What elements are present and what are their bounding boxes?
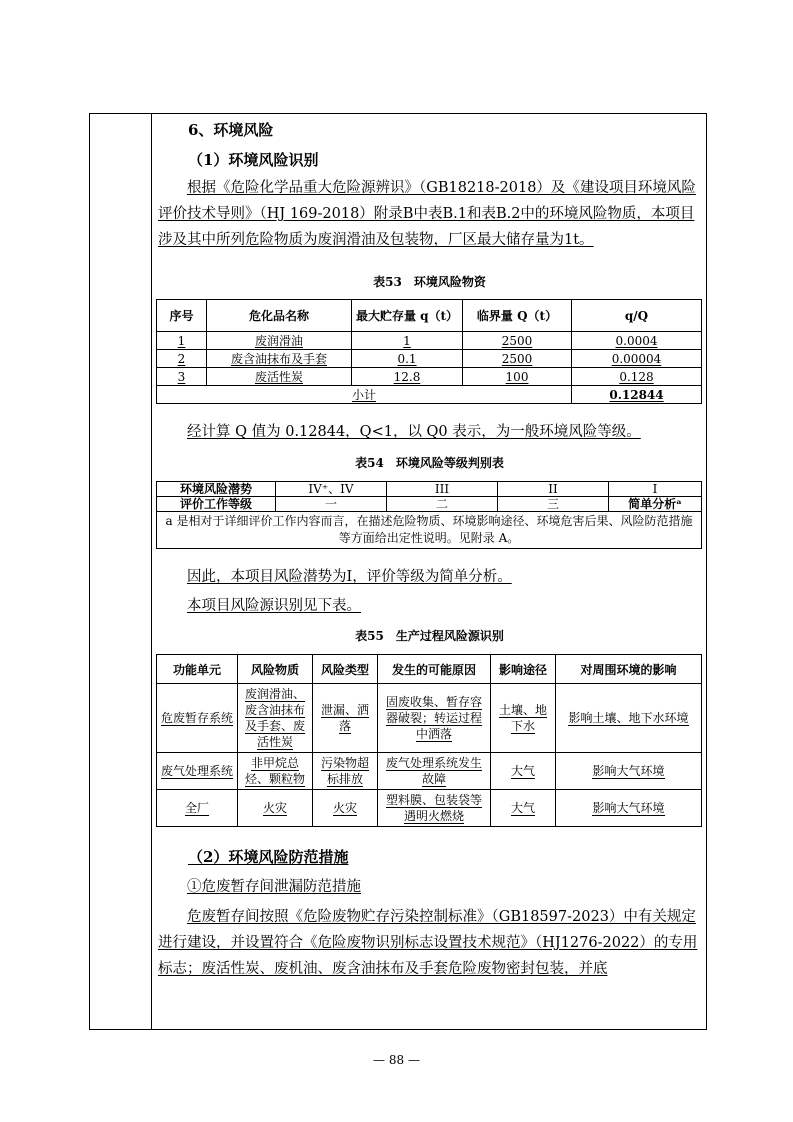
table-row-note	[157, 512, 702, 549]
table-cell: 100	[463, 368, 572, 386]
measure-heading: ①危废暂存间泄漏防范措施	[187, 879, 361, 895]
table-cell: 0.128	[572, 368, 702, 386]
table-cell: 二	[387, 497, 498, 512]
table-cell: 环境风险潜势	[157, 482, 276, 497]
table-cell: 废气处理系统发生故障	[378, 753, 491, 790]
table-row	[157, 684, 702, 753]
table-cell: 影响大气环境	[556, 753, 702, 790]
table-cell: 简单分析ᵃ	[609, 497, 702, 512]
paragraph-table-intro: 本项目风险源识别见下表。	[187, 598, 361, 614]
paragraph-conclusion: 因此，本项目风险潜势为I，评价等级为简单分析。	[187, 569, 512, 585]
paragraph-hazard-basis: 根据《危险化学品重大危险源辨识》（GB18218-2018）及《建设项目环境风险评价技术导则》（HJ 169-2018）附录B中表B.1和表B.2中的环境风险物质，本项目涉及其中所列危险物质为废润滑油及包装物，厂区最大储存量为1t。	[158, 180, 696, 248]
table-cell: I	[609, 482, 702, 497]
section-title: 6、环境风险	[188, 121, 274, 139]
table-cell: 大气	[491, 753, 556, 790]
table-cell: 0.00004	[572, 350, 702, 368]
subsection-title-prevention: （2）环境风险防范措施	[188, 848, 349, 866]
table53-header: q/Q	[572, 300, 702, 332]
table53-header: 序号	[157, 300, 207, 332]
table-cell: 3	[157, 368, 207, 386]
table55-header: 发生的可能原因	[378, 655, 491, 684]
page-number: — 88 —	[373, 1053, 420, 1067]
table55-header: 风险类型	[313, 655, 378, 684]
table-cell: 固废收集、暂存容器破裂；转运过程中洒落	[378, 684, 491, 753]
table-cell: III	[387, 482, 498, 497]
table-cell: 火灾	[238, 790, 313, 827]
subsection-title-risk-identification: （1）环境风险识别	[188, 151, 319, 169]
table-cell: 土壤、地下水	[491, 684, 556, 753]
table-cell: 评价工作等级	[157, 497, 276, 512]
total-value: 0.12844	[572, 386, 702, 404]
table55-header: 风险物质	[238, 655, 313, 684]
table-cell: 火灾	[313, 790, 378, 827]
table-cell: II	[498, 482, 609, 497]
table-row	[157, 753, 702, 790]
table-note: a 是相对于详细评价工作内容而言，在描述危险物质、环境影响途径、环境危害后果、风险防范措施等方面给出定性说明。见附录 A。	[157, 512, 702, 549]
frame-divider	[151, 114, 152, 1029]
table-cell: 1	[352, 332, 463, 350]
table54-risk-level	[156, 481, 702, 549]
table-cell: 废活性炭	[207, 368, 352, 386]
table-cell: 12.8	[352, 368, 463, 386]
table55-header: 影响途径	[491, 655, 556, 684]
table-cell: 废含油抹布及手套	[207, 350, 352, 368]
table-row	[157, 368, 702, 386]
table-row	[157, 790, 702, 827]
table-row	[157, 350, 702, 368]
table-cell: 影响土壤、地下水环境	[556, 684, 702, 753]
table-cell: 2	[157, 350, 207, 368]
table53-caption: 表53 环境风险物资	[373, 275, 486, 289]
table-cell: 大气	[491, 790, 556, 827]
table-cell: 污染物超标排放	[313, 753, 378, 790]
table-cell: 废润滑油	[207, 332, 352, 350]
table55-header: 对周围环境的影响	[556, 655, 702, 684]
table55-header: 功能单元	[157, 655, 238, 684]
table-row-total	[157, 386, 702, 404]
table-cell: IV⁺、IV	[276, 482, 387, 497]
table53-header: 危化品名称	[207, 300, 352, 332]
table-cell: 一	[276, 497, 387, 512]
table-cell: 0.1	[352, 350, 463, 368]
table-row	[157, 482, 702, 497]
table-cell: 0.0004	[572, 332, 702, 350]
paragraph-storage-measures: 危废暂存间按照《危险废物贮存污染控制标准》（GB18597-2023）中有关规定进行建设，并设置符合《危险废物识别标志设置技术规范》（HJ1276-2022）的专用标志；废活性炭、废机油、废含油抹布及手套危险废物密封包装，并底	[158, 909, 698, 977]
table-cell: 非甲烷总烃、颗粒物	[238, 753, 313, 790]
table-row	[157, 497, 702, 512]
table53-risk-materials	[156, 299, 702, 404]
total-label: 小计	[157, 386, 572, 404]
paragraph-q-result: 经计算 Q 值为 0.12844，Q<1，以 Q0 表示，为一般环境风险等级。	[187, 424, 641, 440]
table-row	[157, 332, 702, 350]
table-cell: 1	[157, 332, 207, 350]
table55-caption: 表55 生产过程风险源识别	[355, 629, 504, 643]
table54-caption: 表54 环境风险等级判别表	[355, 456, 504, 470]
table-cell: 废气处理系统	[157, 753, 238, 790]
table-cell: 影响大气环境	[556, 790, 702, 827]
table-cell: 2500	[463, 332, 572, 350]
table55-risk-sources	[156, 654, 702, 827]
table53-header: 最大贮存量 q（t）	[352, 300, 463, 332]
table-cell: 泄漏、洒落	[313, 684, 378, 753]
table53-header: 临界量 Q（t）	[463, 300, 572, 332]
table-cell: 塑料膜、包装袋等遇明火燃烧	[378, 790, 491, 827]
table-cell: 废润滑油、废含油抹布及手套、废活性炭	[238, 684, 313, 753]
table-cell: 危废暂存系统	[157, 684, 238, 753]
table-cell: 2500	[463, 350, 572, 368]
table-cell: 全厂	[157, 790, 238, 827]
table-cell: 三	[498, 497, 609, 512]
